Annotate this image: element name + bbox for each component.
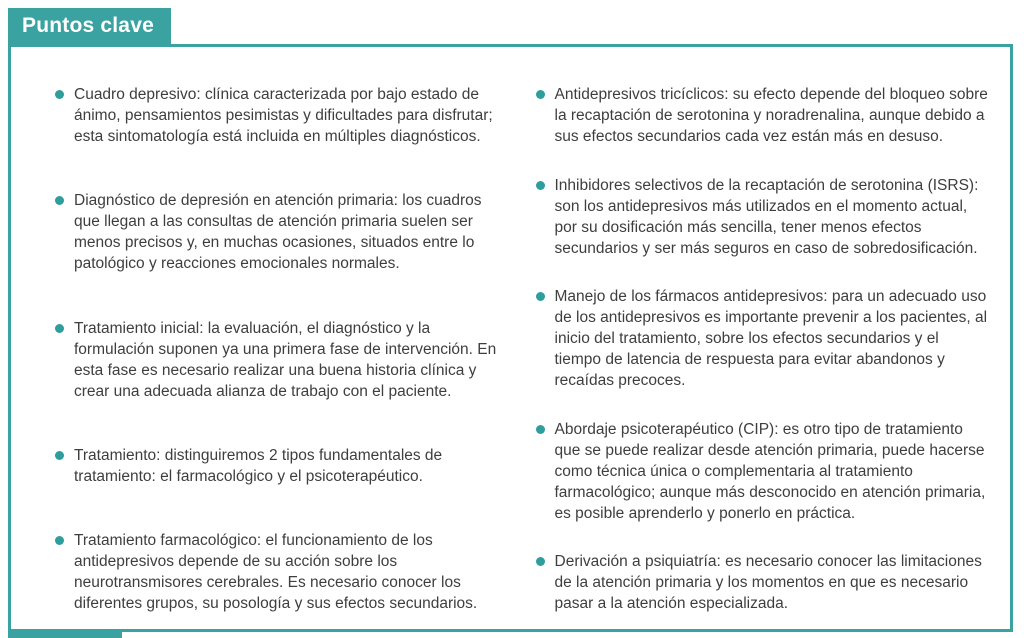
bullet-icon xyxy=(536,292,545,301)
next-section-tab-stub xyxy=(8,631,122,638)
section-tab xyxy=(8,8,171,45)
key-point-text: Tratamiento: distinguiremos 2 tipos fundamentales de tratamiento: el farmacológico y el psicoterapéutico. xyxy=(74,446,443,485)
key-point-text: Derivación a psiquiatría: es necesario conocer las limitaciones de la atención primaria y los momentos en que es necesario pasar a la atención especializada. xyxy=(554,553,982,612)
key-point-item xyxy=(55,318,508,402)
key-points-column-right xyxy=(536,84,989,614)
key-point-item xyxy=(55,84,508,147)
section-title: Puntos clave xyxy=(22,13,154,37)
key-point-item xyxy=(55,530,508,614)
key-point-text: Diagnóstico de depresión en atención primaria: los cuadros que llegan a las consultas de atención primaria suelen ser menos precisos y, en muchas ocasiones, situados entre lo patológico y reacciones emocionales normales. xyxy=(74,192,482,273)
key-points-box xyxy=(8,44,1013,632)
bullet-icon xyxy=(55,196,64,205)
bullet-icon xyxy=(536,557,545,566)
key-point-item xyxy=(536,84,989,147)
key-point-text: Tratamiento inicial: la evaluación, el diagnóstico y la formulación suponen ya una primera fase de intervención. En esta fase es necesario realizar una buena historia clínica y crear una adecuada alianza de trabajo con el paciente. xyxy=(74,319,497,400)
bullet-icon xyxy=(55,536,64,545)
key-point-item xyxy=(536,286,989,391)
key-points-column-left xyxy=(55,84,508,614)
key-point-item xyxy=(536,419,989,524)
bullet-icon xyxy=(536,181,545,190)
key-point-text: Manejo de los fármacos antidepresivos: para un adecuado uso de los antidepresivos es importante prevenir a los pacientes, al inicio del tratamiento, sobre los efectos secundarios y el tiempo de latencia de respuesta para evitar abandonos y recaídas precoces. xyxy=(554,288,988,389)
bullet-icon xyxy=(536,425,545,434)
key-point-item xyxy=(55,190,508,274)
bullet-icon xyxy=(55,451,64,460)
bullet-icon xyxy=(536,90,545,99)
key-point-item xyxy=(536,551,989,614)
key-point-text: Abordaje psicoterapéutico (CIP): es otro tipo de tratamiento que se puede realizar desde atención primaria, puede hacerse como técnica única o complementaria al tratamiento farmacológico; aunque más desconocido en atención primaria, es posible aprenderlo y ponerlo en práctica. xyxy=(554,420,986,522)
key-points-content xyxy=(55,84,988,614)
key-point-item xyxy=(536,175,989,259)
bullet-icon xyxy=(55,90,64,99)
key-point-text: Inhibidores selectivos de la recaptación de serotonina (ISRS): son los antidepresivos más utilizados en el momento actual, por su dosificación más sencilla, tener menos efectos secundarios y ser más seguros en caso de sobredosificación. xyxy=(554,176,979,257)
bullet-icon xyxy=(55,324,64,333)
key-point-item xyxy=(55,445,508,487)
key-point-text: Antidepresivos tricíclicos: su efecto depende del bloqueo sobre la recaptación de serotonina y noradrenalina, aunque debido a sus efectos secundarios cada vez están más en desuso. xyxy=(554,86,988,145)
key-point-text: Tratamiento farmacológico: el funcionamiento de los antidepresivos depende de su acción sobre los neurotransmisores cerebrales. Es necesario conocer los diferentes grupos, su posología y sus efectos secundarios. xyxy=(74,532,478,612)
key-point-text: Cuadro depresivo: clínica caracterizada por bajo estado de ánimo, pensamientos pesimistas y dificultades para disfrutar; esta sintomatología está incluida en múltiples diagnósticos. xyxy=(74,86,493,145)
